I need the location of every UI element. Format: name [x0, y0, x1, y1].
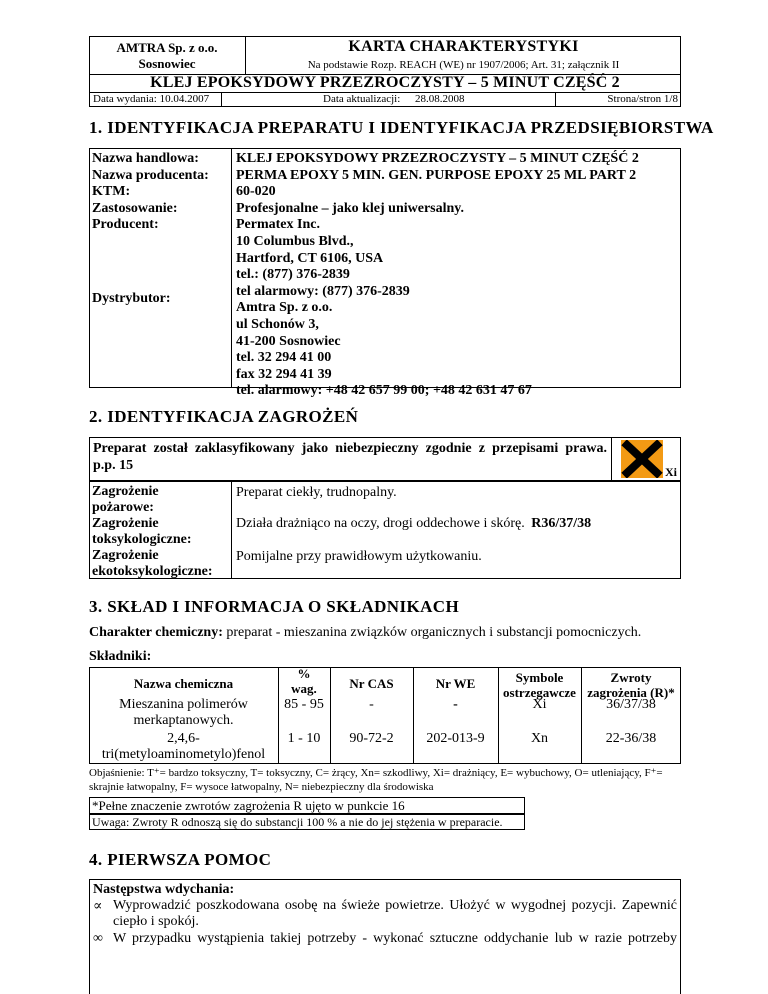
issue-date: Data wydania: 10.04.2007 — [93, 93, 210, 105]
eco-hazard-label: Zagrożenie ekotoksykologiczne: — [92, 548, 213, 579]
document-title: KARTA CHARAKTERYSTYKI — [348, 38, 579, 55]
table-row-percent: 85 - 95 — [284, 697, 324, 712]
company-city: Sosnowiec — [138, 56, 196, 71]
first-aid-item: W przypadku wystąpienia takiej potrzeby - wykonać sztuczne oddychanie lub w razie potrzeby — [113, 931, 677, 946]
table-row-cas: - — [369, 697, 374, 712]
note-concentration-text: Uwaga: Zwroty R odnoszą się do substancji 100 % a nie do jej stężenia w preparacie. — [92, 815, 503, 829]
distributor-line: fax 32 294 41 39 — [236, 366, 332, 382]
table-row-symbol: Xn — [530, 731, 549, 746]
section-4-heading: 4. PIERWSZA POMOC — [89, 850, 272, 869]
producer-line: tel alarmowy: (877) 376-2839 — [236, 283, 410, 299]
first-aid-bullet: ∝ — [93, 899, 103, 914]
classification-text: Preparat został zaklasyfikowany jako niebezpieczny zgodnie z przepisami prawa. — [93, 441, 607, 456]
producer-line: Hartford, CT 6106, USA — [236, 250, 384, 266]
producer-name-value: PERMA EPOXY 5 MIN. GEN. PURPOSE EPOXY 25 ML PART 2 — [236, 167, 637, 183]
label-ktm: KTM: — [92, 184, 131, 200]
page-number: Strona/stron 1/8 — [607, 93, 678, 105]
update-date: 28.08.2008 — [415, 93, 465, 105]
regulation-reference: Na podstawie Rozp. REACH (WE) nr 1907/2006; Art. 31; załącznik II — [307, 59, 620, 71]
chemical-character-label: Charakter chemiczny: — [89, 625, 223, 640]
table-row-symbol: Xi — [532, 697, 547, 712]
section-2-heading: 2. IDENTYFIKACJA ZAGROŻEŃ — [89, 407, 359, 426]
producer-line: tel.: (877) 376-2839 — [236, 267, 350, 283]
distributor-line: tel. alarmowy: +48 42 657 99 00; +48 42 631 47 67 — [236, 383, 532, 399]
distributor-line: tel. 32 294 41 00 — [236, 350, 332, 366]
distributor-line: Amtra Sp. z o.o. — [236, 300, 333, 316]
identification-values — [236, 151, 639, 400]
classification-pp: p.p. 15 — [93, 458, 134, 473]
label-producer-name: Nazwa producenta: — [92, 167, 209, 183]
label-distributor: Dystrybutor: — [92, 291, 171, 306]
company-name: AMTRA Sp. z o.o. — [116, 40, 218, 55]
eco-hazard-value: Pomijalne przy prawidłowym użytkowaniu. — [236, 549, 482, 564]
update-date-label: Data aktualizacji: — [323, 93, 401, 105]
column-header-cas: Nr CAS — [349, 676, 394, 691]
fire-hazard-value: Preparat ciekły, trudnopalny. — [236, 485, 397, 500]
tox-hazard-value: Działa drażniąco na oczy, drogi oddechowe i skórę. R36/37/38 — [236, 516, 592, 531]
column-header-name: Nazwa chemiczna — [133, 676, 234, 691]
chemical-character-value: preparat - mieszanina związków organicznych i substancji pomocniczych. — [226, 625, 642, 640]
table-row-name: Mieszanina polimerów merkaptanowych. — [119, 697, 248, 728]
producer-line: Permatex Inc. — [236, 217, 320, 233]
table-row-we: 202-013-9 — [426, 731, 485, 746]
label-use: Zastosowanie: — [92, 200, 178, 216]
label-producer: Producent: — [92, 217, 159, 233]
column-header-r-phrases: Zwroty zagrożenia (R)* — [587, 670, 675, 700]
table-row-name: 2,4,6- tri(metyloaminometylo)fenol — [101, 731, 266, 762]
note-r-phrases-text: *Pełne znaczenie zwrotów zagrożenia R ujęto w punkcie 16 — [92, 798, 405, 813]
column-header-we: Nr WE — [435, 676, 476, 691]
section-3-heading: 3. SKŁAD I INFORMACJA O SKŁADNIKACH — [89, 597, 460, 616]
column-header-percent: % wag. — [291, 666, 317, 696]
distributor-line: ul Schonów 3, — [236, 316, 319, 332]
table-row-cas: 90-72-2 — [349, 731, 394, 746]
product-title: KLEJ EPOKSYDOWY PRZEZROCZYSTY – 5 MINUT CZĘŚĆ 2 — [150, 74, 620, 91]
table-row-percent: 1 - 10 — [287, 731, 321, 746]
hazard-cross-icon — [621, 440, 663, 478]
use-value: Profesjonalne – jako klej uniwersalny. — [236, 200, 465, 216]
table-row-r-phrase: 36/37/38 — [606, 697, 656, 712]
distributor-line: 41-200 Sosnowiec — [236, 333, 341, 349]
section-1-heading: 1. IDENTYFIKACJA PREPARATU I IDENTYFIKACJA PRZEDSIĘBIORSTWA — [89, 118, 714, 137]
fire-hazard-label: Zagrożenie pożarowe: — [92, 484, 159, 515]
hazard-symbol-code: Xi — [665, 465, 677, 479]
inhalation-label: Następstwa wdychania: — [93, 882, 235, 897]
chemical-character — [89, 625, 641, 641]
components-label: Składniki: — [89, 649, 152, 664]
first-aid-item: Wyprowadzić poszkodowana osobę na świeże powietrze. Ułożyć w wygodnej pozycji. Zapewnić — [113, 898, 677, 913]
trade-name-value: KLEJ EPOKSYDOWY PRZEZROCZYSTY – 5 MINUT CZĘŚĆ 2 — [236, 151, 639, 166]
ktm-value: 60-020 — [236, 184, 276, 200]
tox-r-phrases: R36/37/38 — [531, 516, 592, 531]
producer-line: 10 Columbus Blvd., — [236, 233, 354, 249]
table-row-we: - — [453, 697, 458, 712]
tox-hazard-label: Zagrożenie toksykologiczne: — [92, 516, 192, 547]
first-aid-bullet: ∞ — [93, 931, 103, 946]
first-aid-item: ciepło i spokój. — [113, 914, 199, 929]
column-header-symbols: Symbole ostrzegawcze — [503, 670, 576, 700]
abbreviation-explanation: Objaśnienie: T⁺= bardzo toksyczny, T= toksyczny, C= żrący, Xn= szkodliwy, Xi= drażniący, E= wybuchowy, O= utleniający, F⁺= skrajnie łatwopalny, F= wysoce łatwopalny, N= niebezpieczny dla środowiska — [89, 767, 663, 793]
table-row-r-phrase: 22-36/38 — [605, 731, 657, 746]
identification-labels — [92, 151, 209, 234]
label-trade-name: Nazwa handlowa: — [92, 151, 199, 166]
